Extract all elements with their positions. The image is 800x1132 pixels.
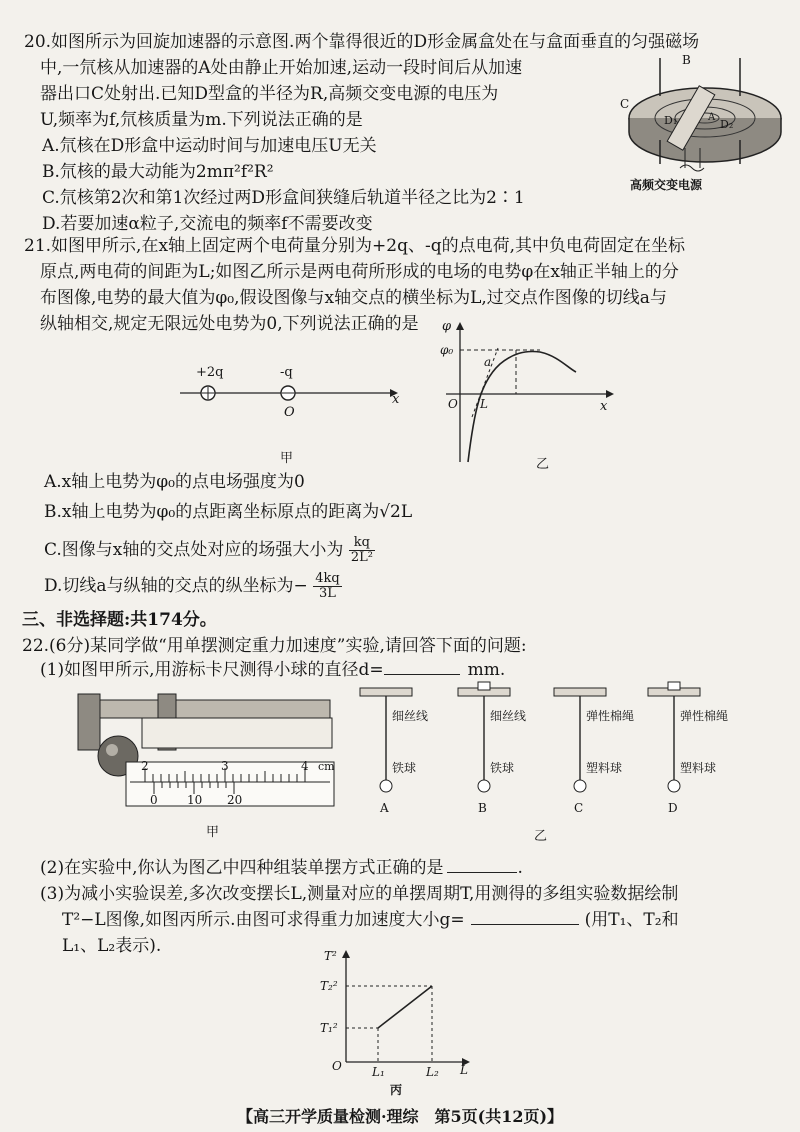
graph-L: L — [480, 397, 488, 411]
q20-line: 中,一氘核从加速器的A处由静止开始加速,运动一段时间后从加速 — [40, 58, 523, 78]
t2-l-graph — [316, 950, 476, 1098]
vernier-0: 0 — [150, 793, 158, 807]
charges-figure — [180, 358, 400, 468]
origin-o: O — [284, 405, 295, 420]
q20-line: 器出口C处射出.已知D型盒的半径为R,高频交变电源的电压为 — [40, 84, 499, 104]
label-c: C — [620, 97, 630, 111]
q21-d-num: 4kq — [315, 571, 340, 586]
label-a: A — [708, 112, 716, 123]
q21-line: 原点,两电荷的间距为L;如图乙所示是两电荷所形成的电场的电势φ在x轴正半轴上的分 — [40, 262, 679, 282]
q21-d-text: D.切线a与纵轴的交点的纵坐标为− — [44, 576, 308, 596]
pendulum-b-string: 细丝线 — [490, 709, 527, 723]
section-heading — [22, 608, 217, 632]
q21-b-value: √2L — [379, 502, 413, 522]
cyclotron-figure — [620, 53, 790, 201]
pendulum-b-letter: B — [478, 801, 487, 815]
caliper-unit: cm — [318, 760, 335, 773]
pendulum-d-string: 弹性棉绳 — [680, 709, 729, 723]
caption-pendulums: 乙 — [534, 829, 548, 844]
q21-option-c — [44, 536, 375, 565]
charge-pos: +2q — [196, 365, 224, 380]
graph-y1: T₁² — [320, 1021, 338, 1035]
caliper-main-3: 3 — [221, 759, 229, 773]
q22-part1-text: (1)如图甲所示,用游标卡尺测得小球的直径d= — [40, 660, 384, 680]
graph-x: x — [600, 399, 608, 414]
section-score: 174分。 — [147, 610, 217, 630]
axis-x: x — [392, 392, 400, 407]
phi0-label: φ₀ — [440, 343, 454, 357]
q22-part1 — [40, 658, 505, 682]
tangent-a: a — [484, 355, 492, 369]
graph-xlabel: L — [460, 1063, 468, 1077]
caption-caliper: 甲 — [206, 825, 220, 840]
q22-part3-post: (用T₁、T₂和 — [584, 910, 679, 930]
pendulum-d-ball: 塑料球 — [680, 761, 717, 775]
pendulum-d-letter: D — [668, 801, 678, 815]
answer-blank-choice[interactable] — [447, 856, 517, 873]
q22-part2-end: . — [517, 858, 523, 878]
q22-part2 — [40, 856, 523, 880]
caption-yi: 乙 — [536, 457, 550, 472]
pendulum-c — [554, 688, 606, 792]
graph-x2: L₂ — [426, 1065, 439, 1079]
label-d2: D₂ — [720, 118, 734, 131]
q22-part2-text: (2)在实验中,你认为图乙中四种组装单摆方式正确的是 — [40, 858, 444, 878]
q20-option-c: C.氘核第2次和第1次经过两D形盒间狭缝后轨道半径之比为2∶1 — [42, 188, 525, 208]
pendulum-c-string: 弹性棉绳 — [586, 709, 635, 723]
potential-graph — [440, 319, 620, 472]
q22-part3-line2 — [62, 908, 679, 932]
graph-origin-o: O — [332, 1059, 342, 1073]
phi-label: φ — [442, 319, 452, 334]
vernier-20: 20 — [227, 793, 243, 807]
answer-blank-g[interactable] — [471, 908, 579, 925]
q21-c-text: C.图像与x轴的交点处对应的场强大小为 — [44, 540, 344, 560]
q22-part3-line1: (3)为减小实验误差,多次改变摆长L,测量对应的单摆周期T,用测得的多组实验数据绘制 — [40, 884, 679, 904]
q21-c-fraction — [349, 536, 375, 565]
pendulum-a-string: 细丝线 — [392, 709, 429, 723]
pendulum-c-letter: C — [574, 801, 584, 815]
q22-title: 22.(6分)某同学做“用单摆测定重力加速度”实验,请回答下面的问题: — [22, 636, 527, 656]
caliper-main-4: 4 — [301, 759, 309, 773]
pendulum-a-letter: A — [380, 801, 389, 815]
label-b: B — [682, 53, 691, 67]
q21-b-text: B.x轴上电势为φ₀的点距离坐标原点的距离为 — [44, 502, 380, 522]
q21-line: 纵轴相交,规定无限远处电势为0,下列说法正确的是 — [40, 314, 419, 334]
cyclotron-caption: 高频交变电源 — [630, 178, 703, 192]
graph-origin: O — [448, 397, 458, 411]
vernier-10: 10 — [187, 793, 203, 807]
answer-blank-diameter[interactable] — [384, 658, 460, 675]
q21-c-num: kq — [349, 536, 375, 551]
q21-line: 布图像,电势的最大值为φ₀,假设图像与x轴交点的横坐标为L,过交点作图像的切线a与 — [40, 288, 667, 308]
q21-d-fraction — [313, 572, 341, 601]
caption-graph: 丙 — [390, 1083, 403, 1097]
caliper-figure — [70, 686, 350, 846]
q22-part3-line3: L₁、L₂表示). — [62, 936, 162, 956]
q20-line: U,频率为f,氘核质量为m.下列说法正确的是 — [40, 110, 363, 130]
caption-jia: 甲 — [280, 451, 294, 466]
caliper-main-2: 2 — [141, 759, 149, 773]
pendulum-set — [360, 680, 780, 846]
graph-ylabel: T² — [324, 949, 337, 963]
q20-option-a: A.氘核在D形盒中运动时间与加速电压U无关 — [42, 136, 377, 156]
q21-line: 21.如图甲所示,在x轴上固定两个电荷量分别为+2q、-q的点电荷,其中负电荷固定在坐标 — [24, 236, 685, 256]
page-footer: 【高三开学质量检测·理综 第5页(共12页)】 — [236, 1107, 564, 1126]
q21-option-b — [44, 500, 412, 524]
pendulum-c-ball: 塑料球 — [586, 761, 623, 775]
q21-d-den: 3L — [319, 586, 336, 601]
pendulum-b — [458, 682, 510, 792]
graph-y2: T₂² — [320, 979, 338, 993]
q22-part3-text: T²−L图像,如图丙所示.由图可求得重力加速度大小g= — [62, 910, 465, 930]
pendulum-d — [648, 682, 700, 792]
pendulum-b-ball: 铁球 — [490, 761, 515, 775]
charge-neg: -q — [280, 365, 293, 380]
q21-option-a: A.x轴上电势为φ₀的点电场强度为0 — [44, 472, 305, 492]
q22-part1-unit: mm. — [467, 660, 506, 680]
graph-x1: L₁ — [372, 1065, 385, 1079]
q21-option-d — [44, 572, 342, 601]
q20-option-d: D.若要加速α粒子,交流电的频率f不需要改变 — [42, 214, 373, 234]
pendulum-a — [360, 688, 412, 792]
section-prefix: 三、非选择题:共 — [22, 610, 148, 630]
q21-c-den: 2L² — [350, 550, 373, 565]
label-d1: D₁ — [664, 114, 678, 127]
q20-option-b: B.氘核的最大动能为2mπ²f²R² — [42, 162, 274, 182]
pendulum-a-ball: 铁球 — [392, 761, 417, 775]
q20-line: 20.如图所示为回旋加速器的示意图.两个靠得很近的D形金属盒处在与盒面垂直的匀强磁场 — [24, 32, 700, 52]
